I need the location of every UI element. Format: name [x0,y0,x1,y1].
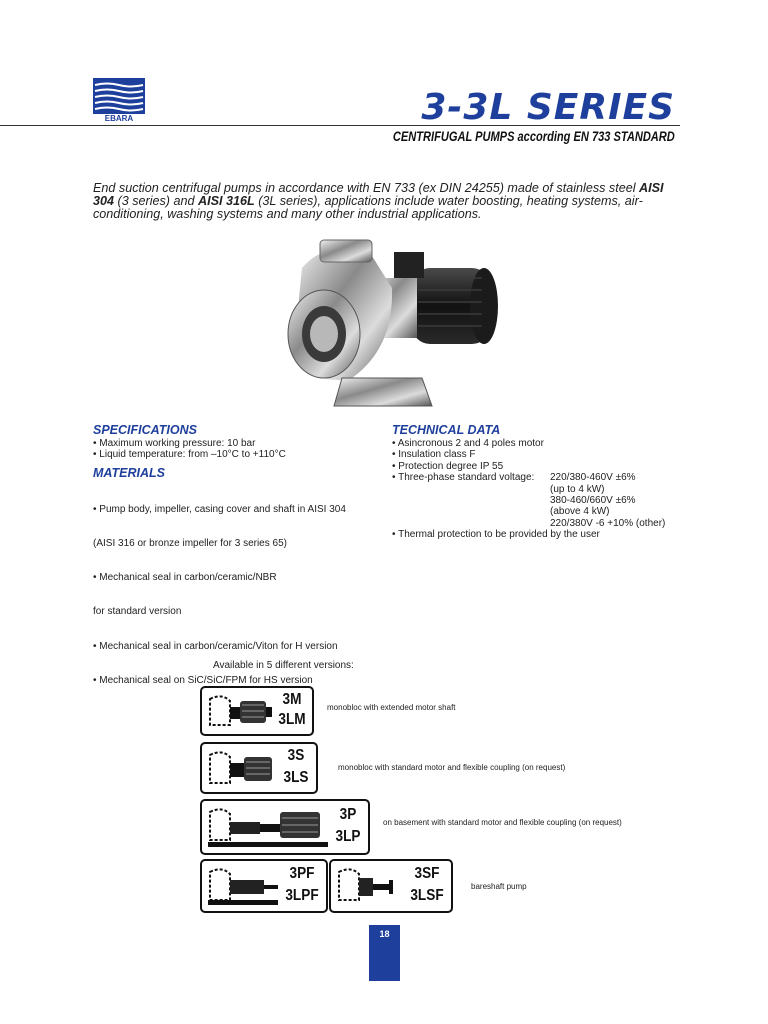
version-desc-3s: monobloc with standard motor and flexible coupling (on request) [338,763,566,772]
intro-text-2: (3 series) and [114,194,199,208]
logo-text: EBARA [104,114,134,122]
code-3m: 3M [282,691,302,708]
code-3s: 3S [287,747,305,764]
monobloc-flexible-coupling-icon [206,747,278,789]
intro-aisi316l: AISI 316L [198,194,255,208]
material-item: • Mechanical seal in carbon/ceramic/Viton for H version [93,640,338,652]
intro-text-1: End suction centrifugal pumps in accordance with EN 733 (ex DIN 24255) made of stainless steel [93,181,640,195]
voltage-value: 380-460/660V ±6% [550,495,636,507]
material-item: • Pump body, impeller, casing cover and shaft in AISI 304 [93,503,346,515]
version-box-3m [200,686,314,736]
technical-data-list [392,438,665,541]
series-subtitle: CENTRIFUGAL PUMPS according EN 733 STANDARD [393,129,675,144]
code-3lp: 3LP [335,828,361,845]
basement-mounted-pump-icon [206,804,332,850]
version-desc-3p: on basement with standard motor and flexible coupling (on request) [383,818,622,827]
code-3pf: 3PF [289,865,315,882]
tech-item: • Protection degree IP 55 [392,460,504,472]
code-3lm: 3LM [278,711,306,728]
tech-item: • Asincronous 2 and 4 poles motor [392,438,544,449]
version-desc-bareshaft: bareshaft pump [471,882,527,891]
version-box-3p [200,799,370,855]
voltage-value: 220/380-460V ±6% [550,472,636,484]
voltage-values [550,472,665,529]
code-3p: 3P [339,806,357,823]
version-desc-3m: monobloc with extended motor shaft [327,703,456,712]
tech-item: • Insulation class F [392,449,476,461]
series-title: 3-3L SERIES [421,87,675,128]
material-item: for standard version [93,606,182,618]
intro-paragraph [93,182,683,221]
code-3ls: 3LS [283,769,309,786]
material-item: (AISI 316 or bronze impeller for 3 series 65) [93,538,287,550]
material-item: • Mechanical seal on SiC/SiC/FPM for HS version [93,674,313,686]
versions-intro: Available in 5 different versions: [213,660,354,671]
voltage-label: • Three-phase standard voltage: [392,472,535,484]
page-number: 18 [379,929,390,939]
ebara-logo [93,78,145,122]
code-3lpf: 3LPF [285,887,319,904]
material-item: • Mechanical seal in carbon/ceramic/NBR [93,572,277,584]
voltage-row [392,472,665,529]
bareshaft-pump-basement-icon [206,864,282,908]
bareshaft-pump-icon [335,864,407,908]
materials-heading: MATERIALS [93,466,165,480]
intro-aisi304: AISI 304 [93,181,664,208]
voltage-value: (up to 4 kW) [550,483,605,495]
version-box-3pf [200,859,328,913]
specifications-heading: SPECIFICATIONS [93,423,197,437]
technical-data-heading: TECHNICAL DATA [392,423,501,437]
tech-item: • Thermal protection to be provided by the user [392,529,600,541]
monobloc-extended-shaft-icon [206,691,274,731]
voltage-value: (above 4 kW) [550,506,610,518]
pump-photo [272,238,500,414]
spec-item: • Liquid temperature: from –10°C to +110°C [93,449,286,461]
version-box-3s [200,742,318,794]
version-box-3sf [329,859,453,913]
spec-item: • Maximum working pressure: 10 bar [93,438,256,449]
code-3lsf: 3LSF [410,887,444,904]
code-3sf: 3SF [414,865,440,882]
intro-text-3: (3L series), applications include water boosting, heating systems, air-conditioning, washing systems and many other industrial applications. [93,194,643,221]
specifications-list [93,438,286,461]
voltage-value: 220/380V -6 +10% (other) [550,517,666,529]
